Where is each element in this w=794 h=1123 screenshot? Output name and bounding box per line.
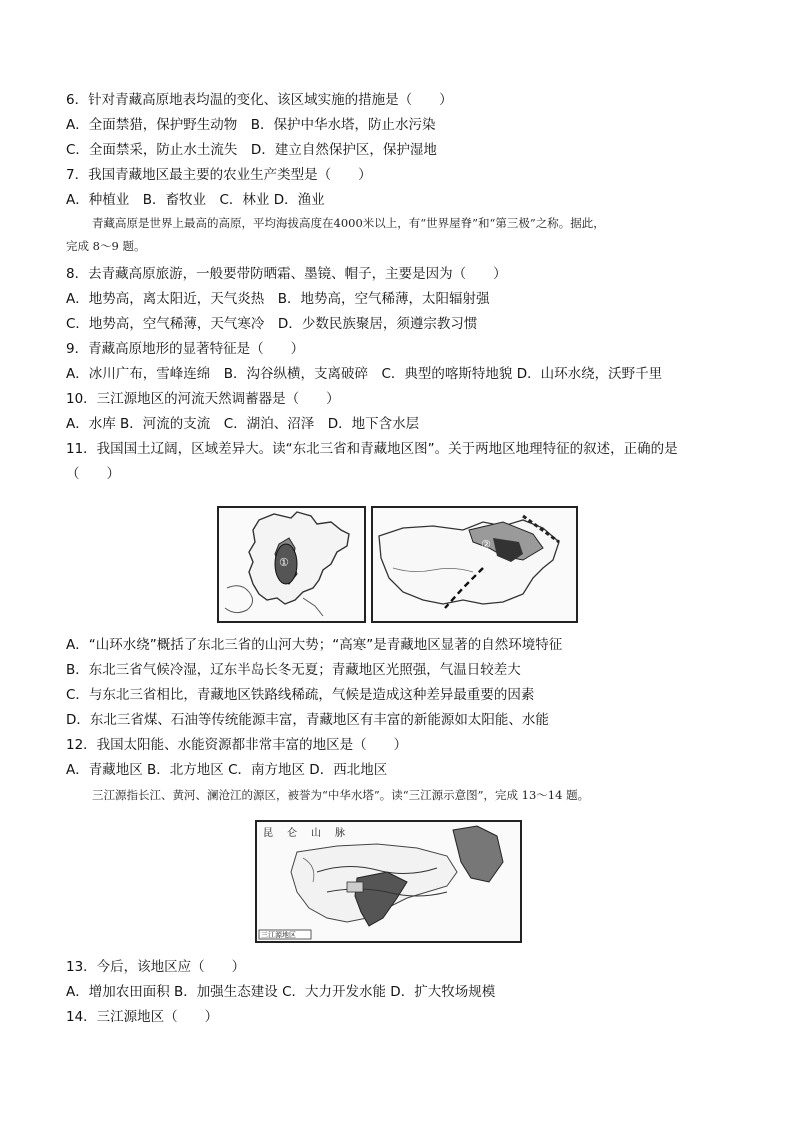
- q8-options-ab: A．地势高，离太阳近，天气炎热 B．地势高，空气稀薄，太阳辐射强: [66, 291, 490, 307]
- q11-option-d: D．东北三省煤、石油等传统能源丰富，青藏地区有丰富的新能源如太阳能、水能: [66, 712, 549, 728]
- q7-stem: 7．我国青藏地区最主要的农业生产类型是（ ）: [66, 167, 372, 183]
- q10-stem: 10．三江源地区的河流天然调蓄器是（ ）: [66, 391, 340, 407]
- northeast-map-drawing: [219, 508, 364, 621]
- map-label-kunlun: 昆 仑 山 脉: [263, 828, 347, 839]
- passage-8-9-line1: 青藏高原是世界上最高的高原，平均海拔高度在4000米以上，有“世界屋脊”和“第三极”之称。据此，: [92, 216, 605, 230]
- q11-stem: 11．我国国土辽阔，区域差异大。读“东北三省和青藏地区图”。关于两地区地理特征的叙述，正确的是: [66, 441, 678, 457]
- q10-options: A．水库 B．河流的支流 C．湖泊、沼泽 D．地下含水层: [66, 416, 420, 432]
- q12-stem: 12．我国太阳能、水能资源都非常丰富的地区是（ ）: [66, 737, 408, 753]
- map-label-2: ②: [481, 538, 491, 551]
- q9-stem: 9．青藏高原地形的显著特征是（ ）: [66, 341, 305, 357]
- q8-stem: 8．去青藏高原旅游，一般要带防晒霜、墨镜、帽子，主要是因为（ ）: [66, 266, 507, 282]
- q6-options-cd: C．全面禁采，防止水土流失 D．建立自然保护区，保护湿地: [66, 142, 437, 158]
- q6-options-ab: A．全面禁猎，保护野生动物 B．保护中华水塔，防止水污染: [66, 117, 436, 133]
- q11-option-a: A．“山环水绕”概括了东北三省的山河大势；“高寒”是青藏地区显著的自然环境特征: [66, 637, 563, 653]
- q7-options: A．种植业 B．畜牧业 C．林业 D．渔业: [66, 192, 325, 208]
- q14-stem: 14．三江源地区（ ）: [66, 1009, 219, 1025]
- q11-option-b: B．东北三省气候冷湿，辽东半岛长冬无夏；青藏地区光照强，气温日较差大: [66, 662, 521, 678]
- q9-options: A．冰川广布，雪峰连绵 B．沟谷纵横，支离破碎 C．典型的喀斯特地貌 D．山环水绕，沃野千里: [66, 366, 663, 382]
- passage-13-14-line1: 三江源指长江、黄河、澜沧江的源区，被誉为“中华水塔”。读“三江源示意图”，完成 13～14 题。: [92, 788, 590, 802]
- q13-options: A．增加农田面积 B．加强生态建设 C．大力开发水能 D．扩大牧场规模: [66, 984, 496, 1000]
- map-label-1: ①: [279, 556, 289, 569]
- passage-8-9-line2: 完成 8～9 题。: [66, 239, 146, 253]
- q11-option-c: C．与东北三省相比，青藏地区铁路线稀疏，气候是造成这种差异最重要的因素: [66, 687, 535, 703]
- sanjiangyuan-map-drawing: [257, 822, 520, 941]
- map-legend-label: 三江源地区: [261, 931, 296, 939]
- sanjiangyuan-map: [255, 820, 522, 943]
- q6-stem: 6．针对青藏高原地表均温的变化、该区域实施的措施是（ ）: [66, 92, 453, 108]
- q12-options: A．青藏地区 B．北方地区 C．南方地区 D．西北地区: [66, 762, 388, 778]
- qinghai-tibet-map: [371, 506, 578, 623]
- q13-stem: 13．今后，该地区应（ ）: [66, 959, 246, 975]
- q11-stem-cont: （ ）: [66, 466, 120, 482]
- q8-options-cd: C．地势高，空气稀薄，天气寒冷 D．少数民族聚居，须遵宗教习惯: [66, 316, 478, 332]
- qinghai-tibet-map-drawing: [373, 508, 576, 621]
- northeast-map: [217, 506, 366, 623]
